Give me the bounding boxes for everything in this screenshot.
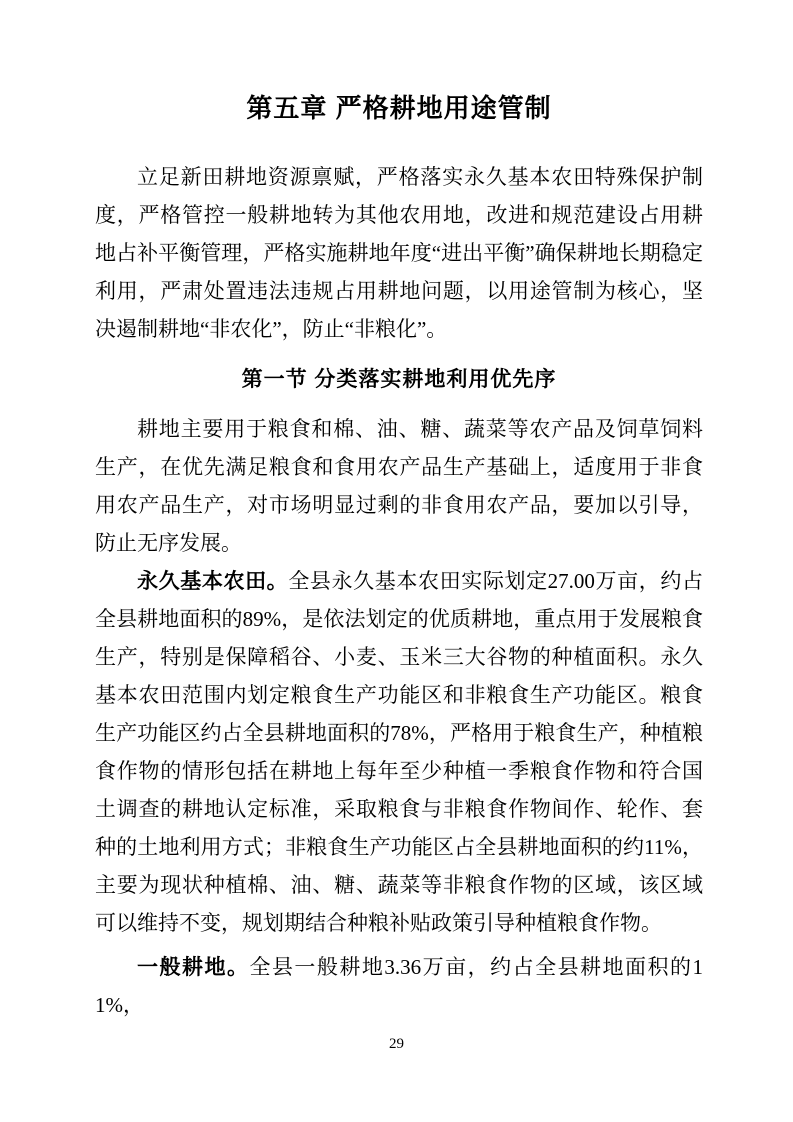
chapter-title: 第五章 严格耕地用途管制 <box>246 93 552 123</box>
paragraph-text: 耕地主要用于粮食和棉、油、糖、蔬菜等农产品及饲草饲料生产，在优先满足粮食和食用农产品生产基础上，适度用于非食用农产品生产，对市场明显过剩的非食用农产品，要加以引导，防止无序发展。 <box>95 417 703 555</box>
paragraph-text: 全县一般耕地3.36万亩，约占全县耕地面积的11%， <box>95 955 704 1017</box>
section-title: 第一节 分类落实耕地利用优先序 <box>241 368 557 391</box>
paragraph-intro <box>95 158 703 348</box>
paragraph-lead: 一般耕地。 <box>137 955 250 979</box>
paragraph-text: 全县永久基本农田实际划定27.00万亩，约占全县耕地面积的89%，是依法划定的优质耕地，重点用于发展粮食生产，特别是保障稻谷、小麦、玉米三大谷物的种植面积。永久基本农田范围内划定粮食生产功能区和非粮食生产功能区。粮食生产功能区约占全县耕地面积的78%，严格用于粮食生产，种植粮食作物的情形包括在耕地上每年至少种植一季粮食作物和符合国土调查的耕地认定标准，采取粮食与非粮食作物间作、轮作、套种的土地利用方式；非粮食生产功能区占全县耕地面积的约11%，主要为现状种植棉、油、糖、蔬菜等非粮食作物的区域，该区域可以维持不变，规划期结合种粮补贴政策引导种植粮食作物。 <box>95 569 704 935</box>
paragraph-text: 立足新田耕地资源禀赋，严格落实永久基本农田特殊保护制度，严格管控一般耕地转为其他农用地，改进和规范建设占用耕地占补平衡管理，严格实施耕地年度“进出平衡”确保耕地长期稳定利用，严肃处置违法违规占用耕地问题，以用途管制为核心，坚决遏制耕地“非农化”，防止“非粮化”。 <box>95 165 703 341</box>
paragraph-cultivated-land-use <box>95 410 703 562</box>
paragraph-general-cultivated-land <box>95 948 703 1024</box>
paragraph-permanent-basic-farmland <box>95 562 703 942</box>
paragraph-lead: 永久基本农田。 <box>137 569 289 593</box>
page-number: 29 <box>389 1036 404 1052</box>
